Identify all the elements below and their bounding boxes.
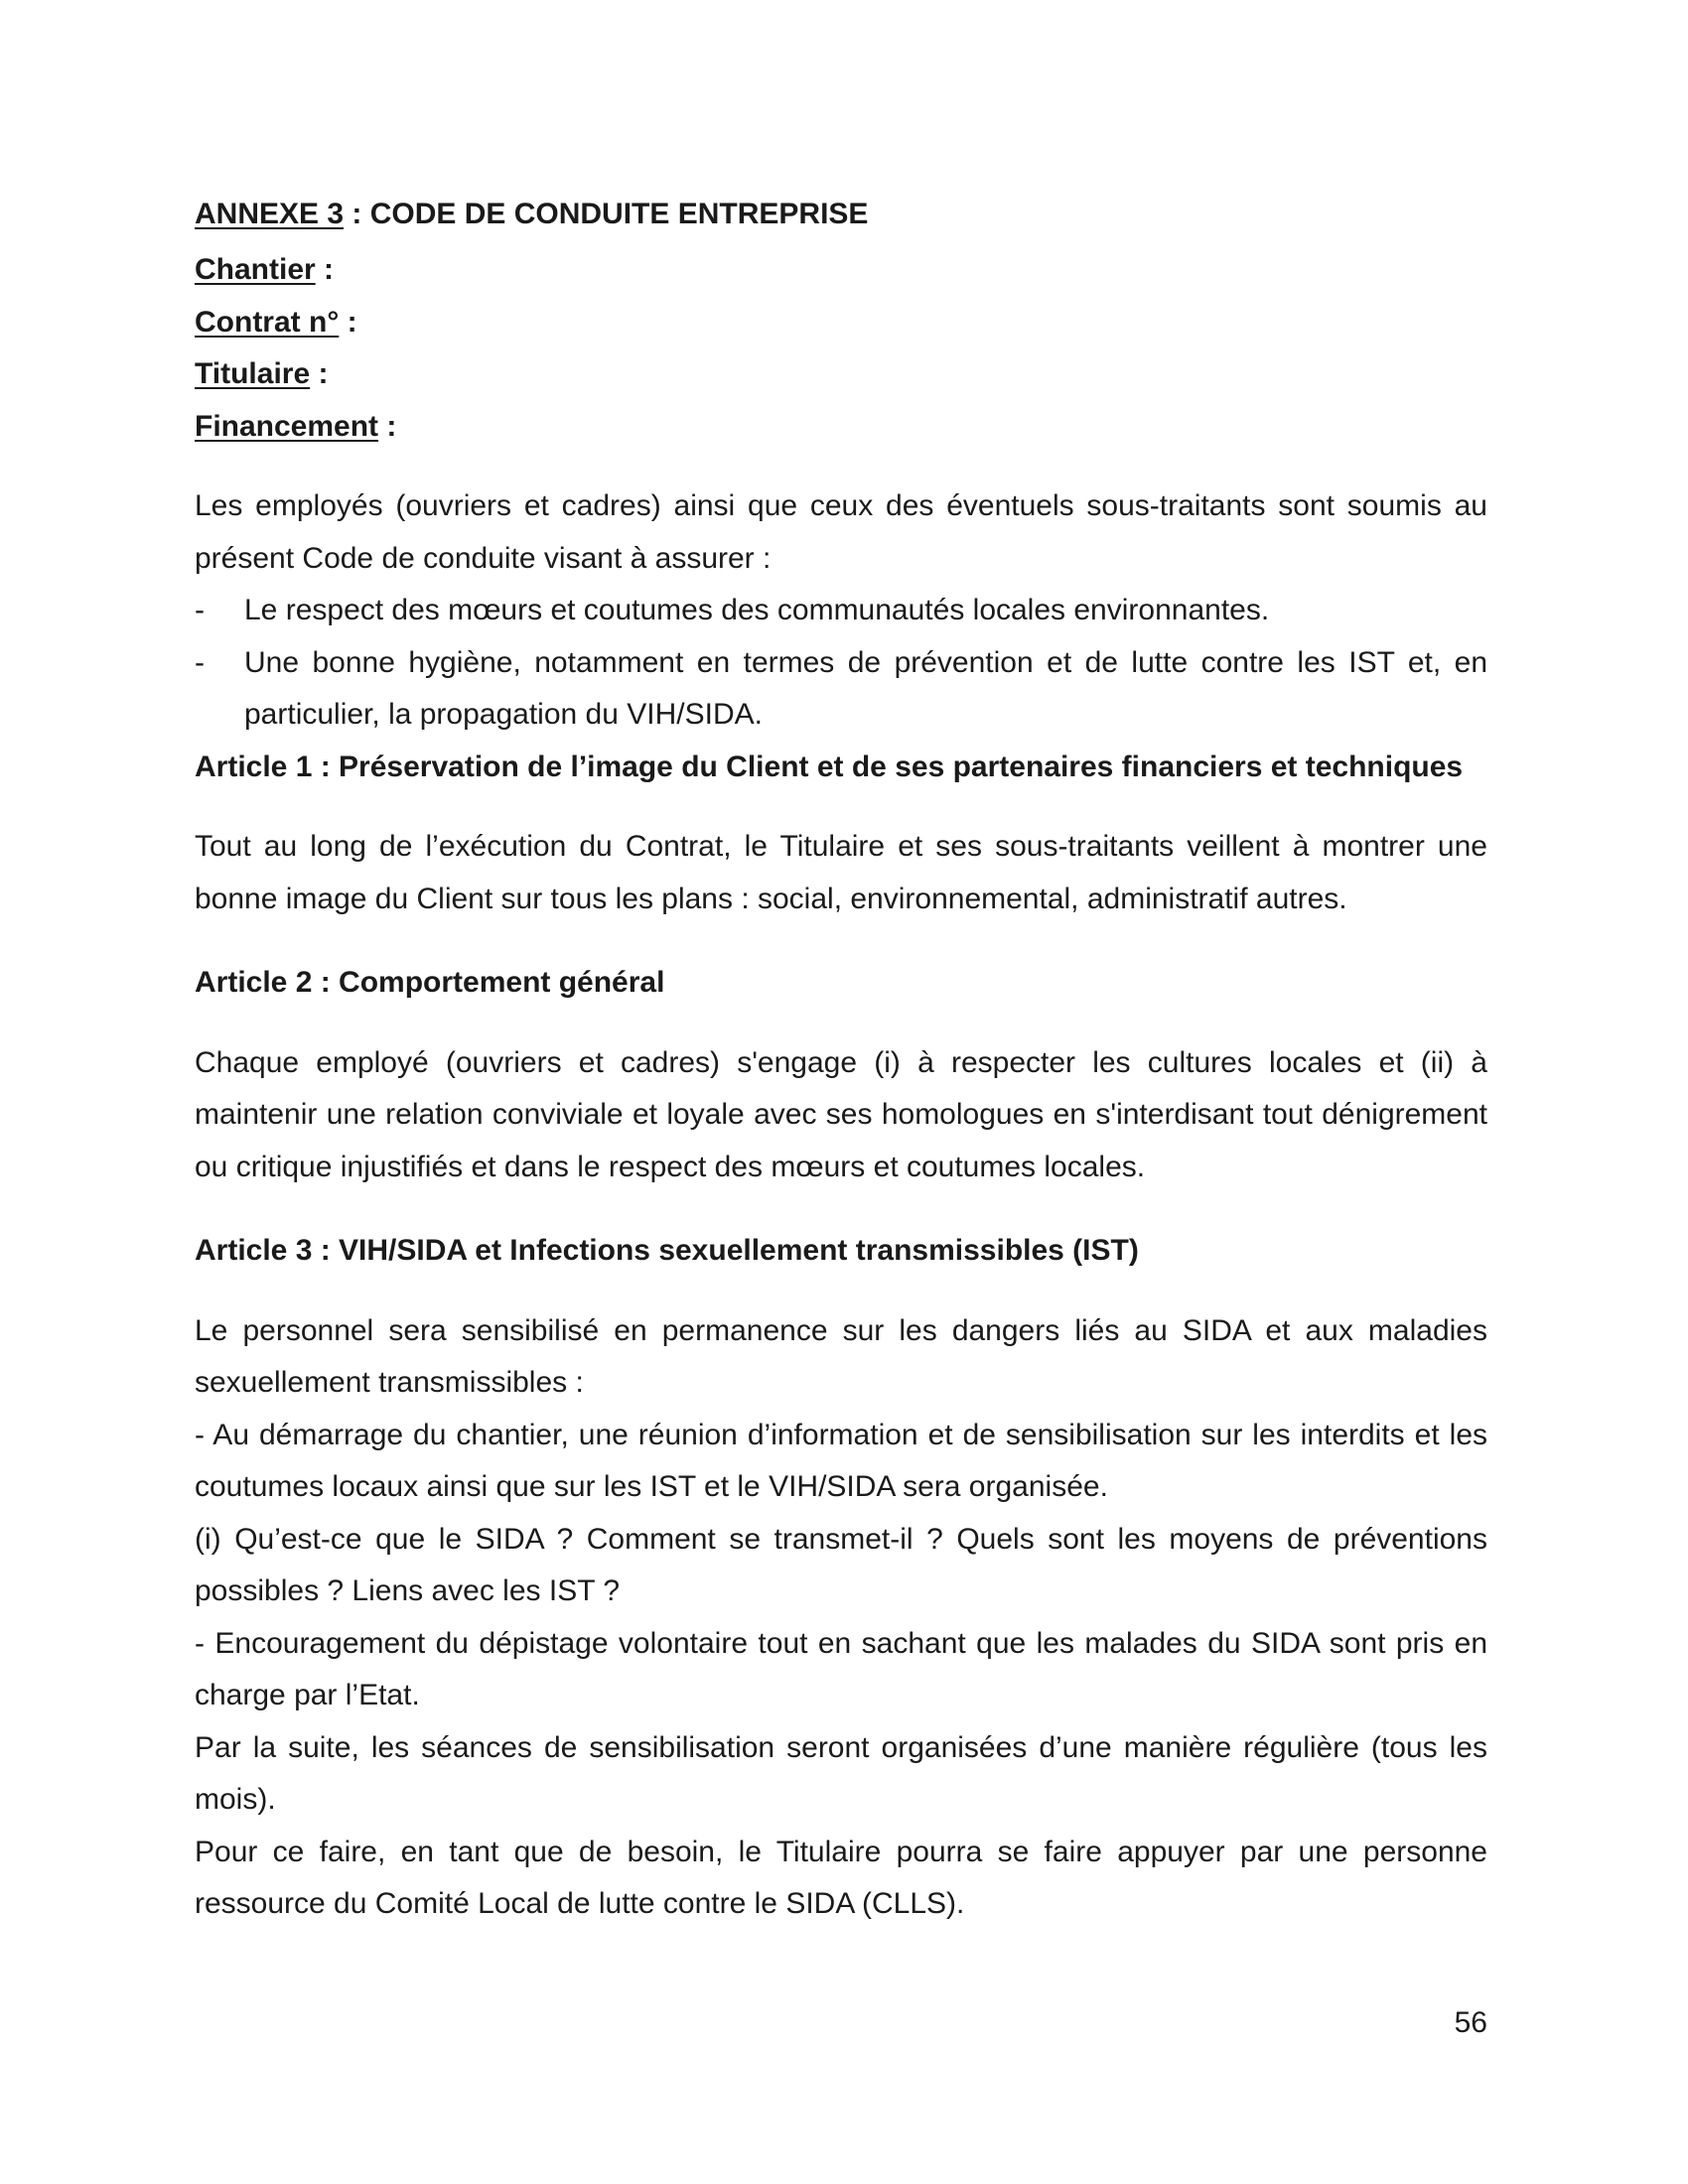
intro-bullet bbox=[195, 585, 1487, 637]
article-3-paragraph: Pour ce faire, en tant que de besoin, le Titulaire pourra se faire appuyer par une personne ressource du Comité Local de lutte contre le SIDA (CLLS). bbox=[195, 1835, 1487, 1920]
article-3-title: Article 3 : VIH/SIDA et Infections sexuellement transmissibles (IST) bbox=[195, 1234, 1139, 1267]
field-titulaire bbox=[195, 348, 1487, 401]
article-1-title: Article 1 : Préservation de l’image du Client et de ses partenaires financiers et techniques bbox=[195, 750, 1464, 783]
field-label: Contrat n° bbox=[195, 305, 340, 339]
field-label: Chantier bbox=[195, 253, 316, 286]
field-chantier bbox=[195, 244, 1487, 297]
article-3-paragraph: Par la suite, les séances de sensibilisation seront organisées d’une manière régulière (tous les mois). bbox=[195, 1730, 1487, 1816]
document-page bbox=[195, 189, 1487, 1931]
bullet-dash: - bbox=[195, 594, 205, 626]
bullet-text: Le respect des mœurs et coutumes des communautés locales environnantes. bbox=[244, 594, 1270, 626]
field-suffix: : bbox=[378, 409, 397, 443]
article-2-title: Article 2 : Comportement général bbox=[195, 966, 665, 999]
article-3-paragraph: Le personnel sera sensibilisé en permanence sur les dangers liés au SIDA et aux maladies sexuellement transmissibles : bbox=[195, 1313, 1487, 1399]
field-label: Titulaire bbox=[195, 357, 311, 390]
article-3-paragraph: - Encouragement du dépistage volontaire tout en sachant que les malades du SIDA sont pris en charge par l’Etat. bbox=[195, 1626, 1487, 1711]
article-2-body: Chaque employé (ouvriers et cadres) s'engage (i) à respecter les cultures locales et (ii) à maintenir une relation conviviale et loyale avec ses homologues en s'interdisant tout dénigrement ou critique injustifiés et dans le respect des mœurs et coutumes locales. bbox=[195, 1045, 1487, 1183]
bullet-text: Une bonne hygiène, notamment en termes de prévention et de lutte contre les IST et, en particulier, la propagation du VIH/SIDA. bbox=[244, 645, 1487, 731]
annex-title bbox=[195, 189, 1487, 240]
article-3-paragraph: (i) Qu’est-ce que le SIDA ? Comment se transmet-il ? Quels sont les moyens de préventions possibles ? Liens avec les IST ? bbox=[195, 1522, 1487, 1607]
field-financement bbox=[195, 401, 1487, 454]
field-suffix: : bbox=[315, 253, 335, 286]
field-suffix: : bbox=[339, 305, 357, 339]
intro-paragraph: Les employés (ouvriers et cadres) ainsi que ceux des éventuels sous-traitants sont soumis au présent Code de conduite visant à assurer : bbox=[195, 489, 1487, 575]
article-1-body: Tout au long de l’exécution du Contrat, le Titulaire et ses sous-traitants veillent à montrer une bonne image du Client sur tous les plans : social, environnemental, administratif autres. bbox=[195, 830, 1487, 915]
annex-title-rest: : CODE DE CONDUITE ENTREPRISE bbox=[344, 198, 869, 230]
page-number: 56 bbox=[1454, 2006, 1487, 2039]
field-label: Financement bbox=[195, 409, 379, 443]
intro-bullet bbox=[195, 637, 1487, 742]
field-suffix: : bbox=[310, 357, 329, 390]
bullet-dash: - bbox=[195, 645, 205, 679]
field-contrat bbox=[195, 297, 1487, 349]
article-3-paragraph: - Au démarrage du chantier, une réunion d’information et de sensibilisation sur les interdits et les coutumes locaux ainsi que sur les IST et le VIH/SIDA sera organisée. bbox=[195, 1418, 1487, 1503]
annex-label: ANNEXE 3 bbox=[195, 198, 345, 230]
